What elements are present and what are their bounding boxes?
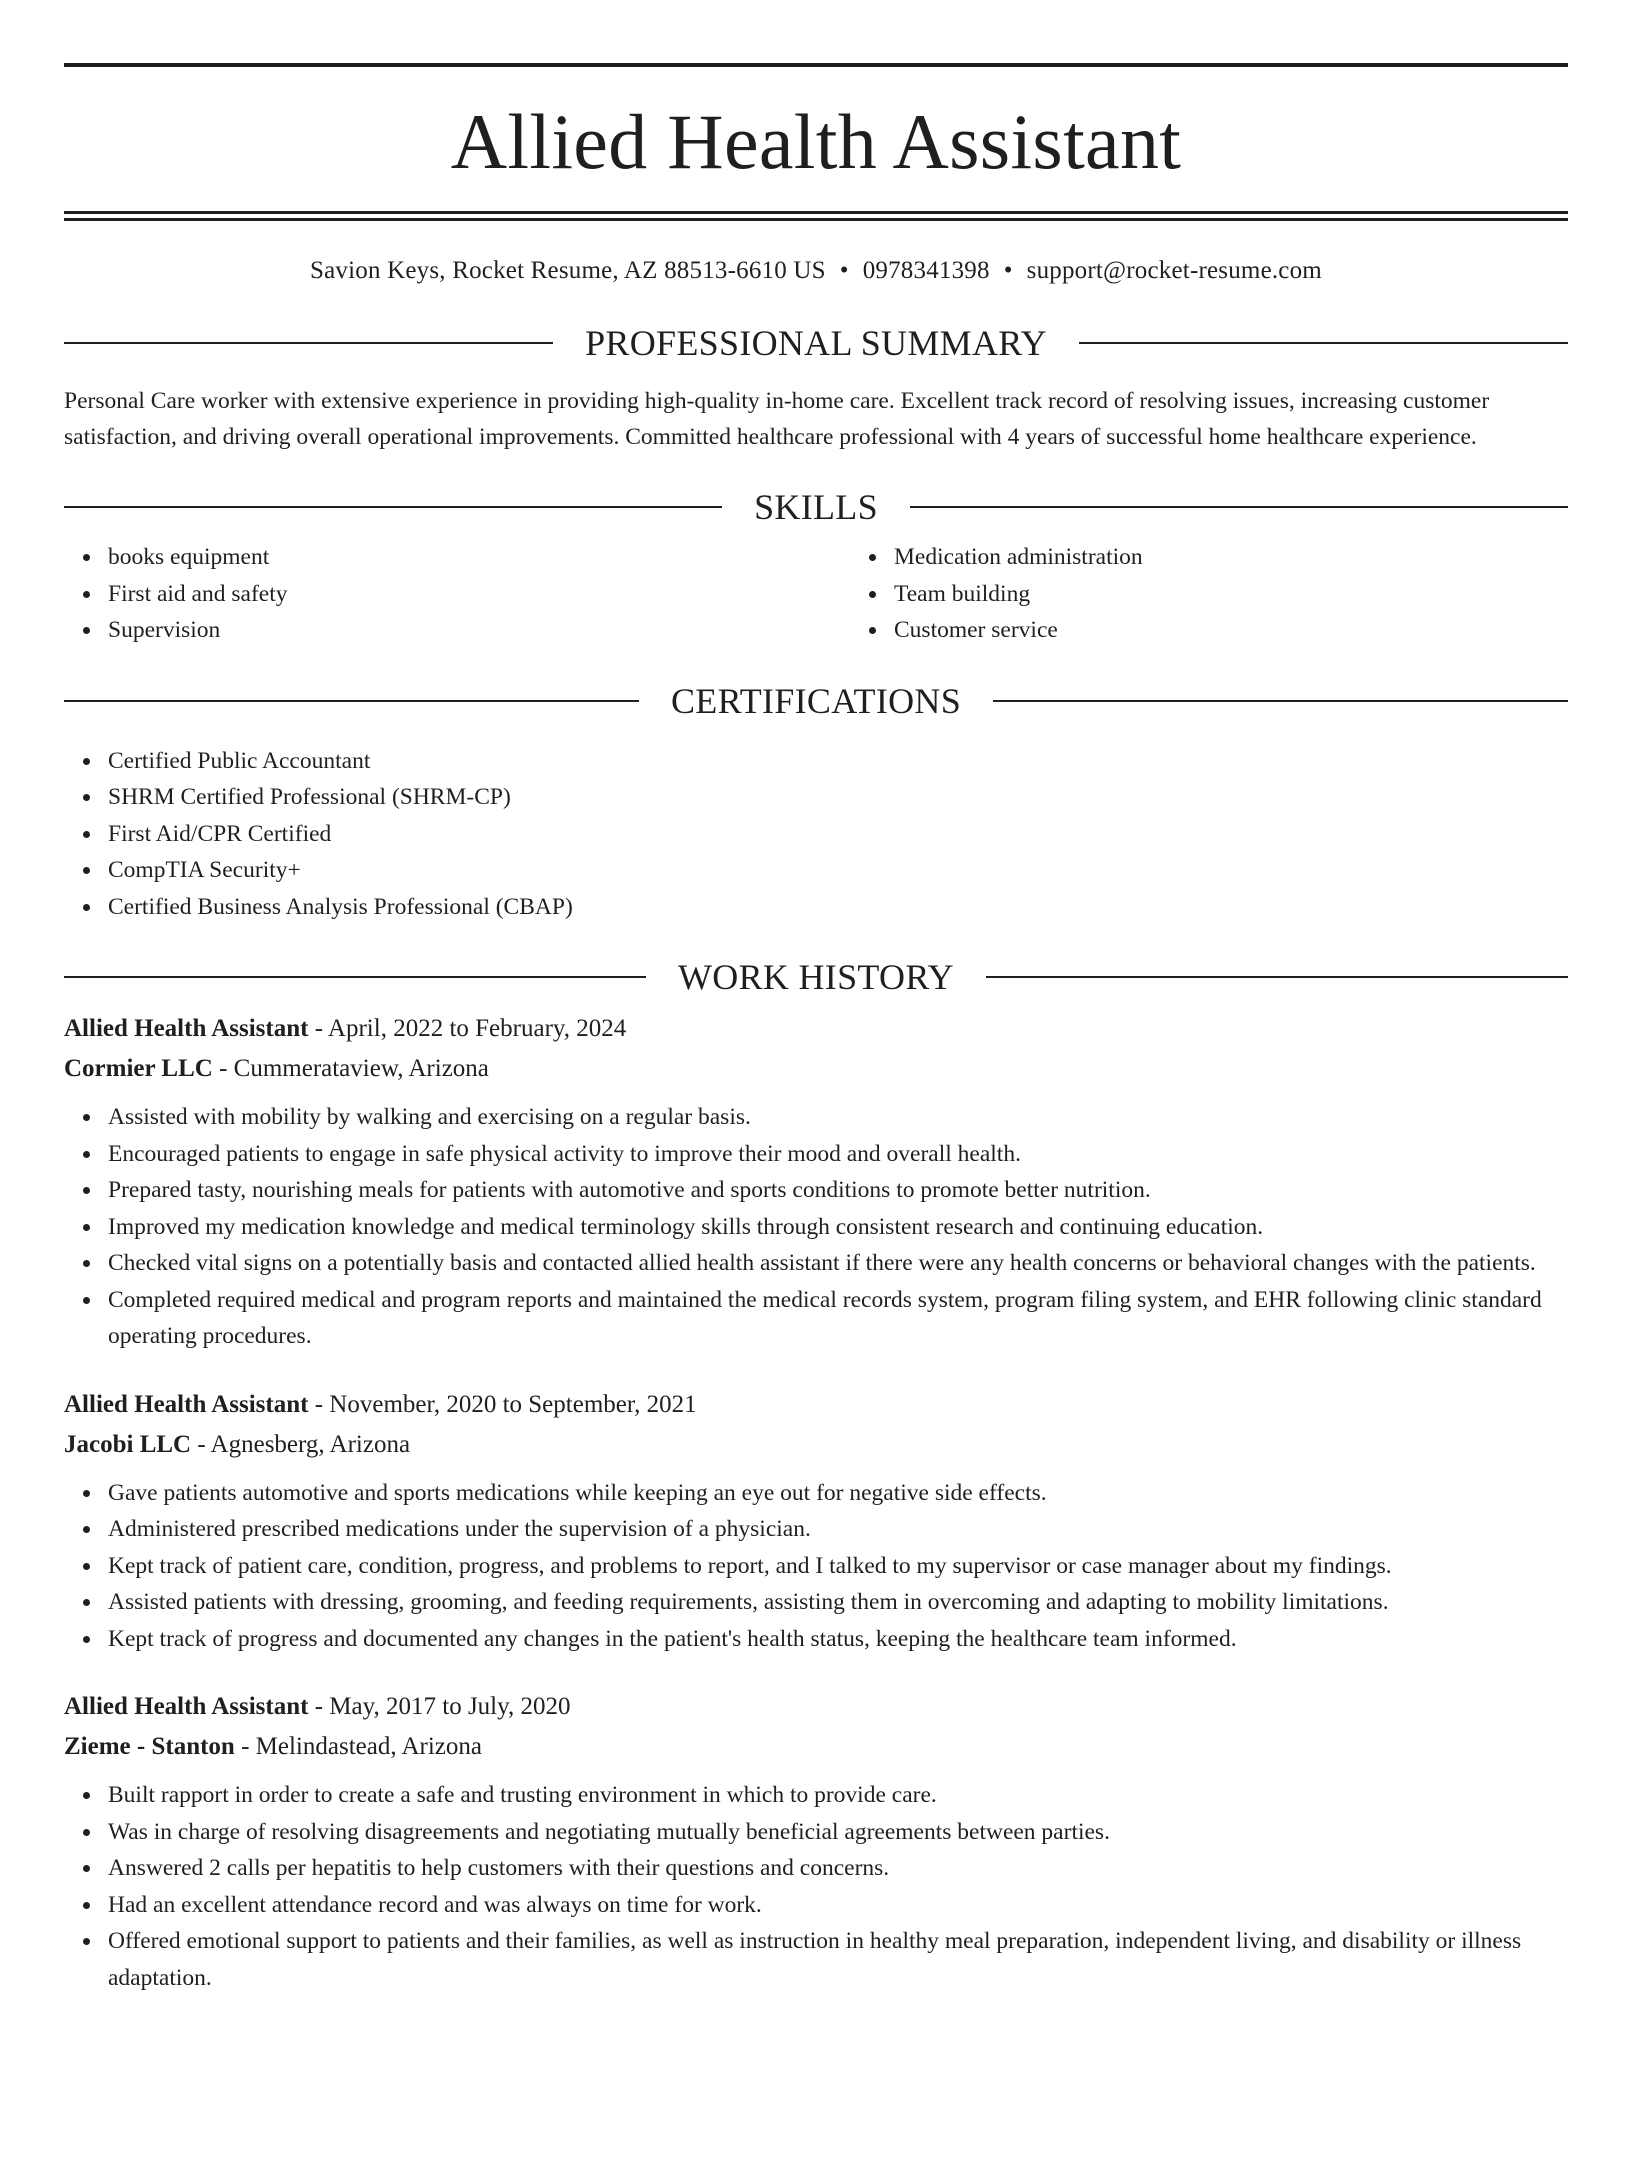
job-bullets bbox=[64, 1777, 1568, 1996]
job-dates: - May, 2017 to July, 2020 bbox=[308, 1693, 571, 1720]
work-history-heading-label: WORK HISTORY bbox=[678, 957, 954, 997]
job-bullet: Offered emotional support to patients and their families, as well as instruction in healthy meal preparation, independent living, and disability or illness adaptation. bbox=[108, 1923, 1568, 1996]
job-location: - Melindastead, Arizona bbox=[234, 1733, 482, 1760]
contact-separator: • bbox=[1003, 257, 1013, 284]
job-title: Allied Health Assistant bbox=[64, 1693, 309, 1720]
skill-item: First aid and safety bbox=[108, 576, 850, 613]
work-history-heading bbox=[64, 959, 1568, 995]
job-company-line bbox=[64, 1425, 1568, 1465]
skill-item: Supervision bbox=[108, 612, 850, 649]
skills-heading bbox=[64, 489, 1568, 525]
certifications-heading bbox=[64, 680, 1568, 721]
certification-item: First Aid/CPR Certified bbox=[108, 816, 1568, 853]
job-bullet: Gave patients automotive and sports medications while keeping an eye out for negative side effects. bbox=[108, 1475, 1568, 1512]
job-dates: - April, 2022 to February, 2024 bbox=[308, 1015, 627, 1042]
job-company-line bbox=[64, 1727, 1568, 1767]
certification-item: Certified Public Accountant bbox=[108, 743, 1568, 780]
job-entry bbox=[64, 1009, 1568, 1355]
job-bullet: Prepared tasty, nourishing meals for patients with automotive and sports conditions to promote better nutrition. bbox=[108, 1172, 1568, 1209]
resume-title: Allied Health Assistant bbox=[450, 98, 1182, 185]
job-bullet: Encouraged patients to engage in safe physical activity to improve their mood and overall health. bbox=[108, 1136, 1568, 1173]
job-entry bbox=[64, 1385, 1568, 1658]
heading-rule bbox=[64, 976, 646, 978]
certifications-heading-label: CERTIFICATIONS bbox=[670, 680, 962, 721]
skills-heading-label: SKILLS bbox=[754, 487, 878, 527]
heading-rule bbox=[64, 342, 553, 344]
skill-item: Team building bbox=[894, 576, 1568, 613]
job-company: Jacobi LLC bbox=[64, 1430, 192, 1458]
skill-item: Customer service bbox=[894, 612, 1568, 649]
job-bullet: Was in charge of resolving disagreements and negotiating mutually beneficial agreements between parties. bbox=[108, 1814, 1568, 1851]
heading-rule bbox=[993, 700, 1568, 702]
heading-rule bbox=[910, 506, 1568, 508]
job-bullet: Completed required medical and program reports and maintained the medical records system, program filing system, and EHR following clinic standard operating procedures. bbox=[108, 1282, 1568, 1355]
summary-heading-label: PROFESSIONAL SUMMARY bbox=[585, 323, 1047, 363]
summary-heading bbox=[64, 325, 1568, 361]
job-dates: - November, 2020 to September, 2021 bbox=[308, 1390, 697, 1418]
skills-list-right bbox=[850, 539, 1568, 649]
job-bullet: Kept track of progress and documented any changes in the patient's health status, keeping the healthcare team informed. bbox=[108, 1621, 1568, 1658]
heading-rule bbox=[1079, 342, 1568, 344]
contact-separator: • bbox=[839, 257, 849, 284]
job-bullet: Checked vital signs on a potentially basis and contacted allied health assistant if there were any health concerns or behavioral changes with the patients. bbox=[108, 1245, 1568, 1282]
job-title-line bbox=[64, 1009, 1568, 1049]
summary-text: Personal Care worker with extensive experience in providing high-quality in-home care. Excellent track record of resolving issues, increasing customer satisfaction, and driving overall operational improvements. Committed healthcare professional with 4 years of successful home healthcare experience. bbox=[64, 388, 1490, 450]
job-title: Allied Health Assistant bbox=[64, 1015, 309, 1042]
resume-page bbox=[0, 63, 1632, 2175]
job-bullet: Kept track of patient care, condition, progress, and problems to report, and I talked to my supervisor or case manager about my findings. bbox=[108, 1548, 1568, 1585]
contact-line bbox=[64, 257, 1568, 285]
contact-address: Savion Keys, Rocket Resume, AZ 88513-6610 US bbox=[310, 257, 826, 284]
job-entry bbox=[64, 1687, 1568, 1996]
job-location: - Agnesberg, Arizona bbox=[191, 1430, 411, 1458]
certification-item: SHRM Certified Professional (SHRM-CP) bbox=[108, 779, 1568, 816]
job-bullet: Built rapport in order to create a safe and trusting environment in which to provide care. bbox=[108, 1777, 1568, 1814]
skills-grid bbox=[64, 525, 1568, 649]
certification-item: Certified Business Analysis Professional (CBAP) bbox=[108, 889, 1568, 926]
job-bullets bbox=[64, 1099, 1568, 1355]
heading-rule bbox=[986, 976, 1568, 978]
contact-phone: 0978341398 bbox=[862, 257, 990, 284]
certifications-list bbox=[64, 743, 1568, 926]
job-company: Cormier LLC bbox=[64, 1055, 213, 1082]
job-bullet: Improved my medication knowledge and medical terminology skills through consistent research and continuing education. bbox=[108, 1209, 1568, 1246]
top-rule bbox=[64, 63, 1568, 67]
skill-item: books equipment bbox=[108, 539, 850, 576]
job-bullet: Assisted patients with dressing, grooming, and feeding requirements, assisting them in overcoming and adapting to mobility limitations. bbox=[108, 1584, 1568, 1621]
job-bullet: Answered 2 calls per hepatitis to help customers with their questions and concerns. bbox=[108, 1850, 1568, 1887]
job-location: - Cummerataview, Arizona bbox=[212, 1055, 489, 1082]
job-company: Zieme - Stanton bbox=[64, 1733, 235, 1760]
certification-item: CompTIA Security+ bbox=[108, 852, 1568, 889]
job-title: Allied Health Assistant bbox=[64, 1390, 309, 1418]
heading-rule bbox=[64, 506, 722, 508]
skills-list-left bbox=[64, 539, 850, 649]
job-title-line bbox=[64, 1687, 1568, 1727]
job-bullets bbox=[64, 1475, 1568, 1658]
heading-rule bbox=[64, 700, 639, 702]
job-bullet: Administered prescribed medications under the supervision of a physician. bbox=[108, 1511, 1568, 1548]
job-company-line bbox=[64, 1049, 1568, 1089]
skill-item: Medication administration bbox=[894, 539, 1568, 576]
job-bullet: Had an excellent attendance record and was always on time for work. bbox=[108, 1887, 1568, 1924]
contact-email: support@rocket-resume.com bbox=[1026, 257, 1322, 284]
job-bullet: Assisted with mobility by walking and exercising on a regular basis. bbox=[108, 1099, 1568, 1136]
job-title-line bbox=[64, 1385, 1568, 1425]
title-double-rule bbox=[64, 211, 1568, 221]
